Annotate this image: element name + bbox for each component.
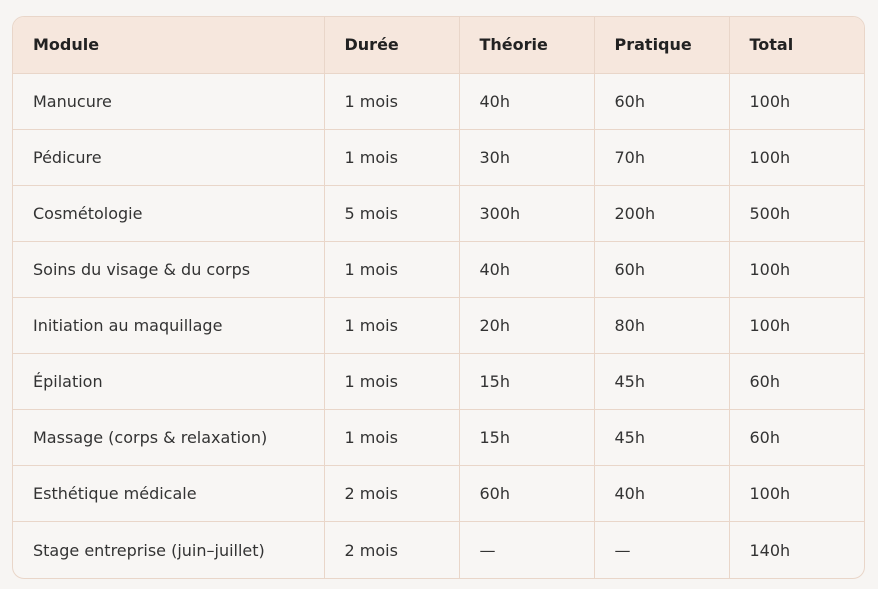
cell-duree: 1 mois: [324, 297, 459, 353]
cell-duree: 1 mois: [324, 73, 459, 129]
cell-theorie: —: [459, 522, 594, 578]
cell-total: 140h: [749, 540, 791, 560]
formation-table-container: [12, 16, 865, 579]
cell-module: Pédicure: [13, 129, 324, 185]
cell-module: Initiation au maquillage: [13, 297, 324, 353]
table-row: [13, 129, 865, 185]
table-row: [13, 466, 865, 522]
table-row: [13, 354, 865, 410]
cell-theorie: 15h: [459, 354, 594, 410]
cell-total: 500h: [729, 185, 865, 241]
table-row: [13, 185, 865, 241]
cell-total: 60h: [729, 354, 865, 410]
header-total: Total: [729, 17, 865, 73]
cell-total: 100h: [729, 466, 865, 522]
cell-theorie: 30h: [459, 129, 594, 185]
cell-module: Épilation: [13, 354, 324, 410]
header-duree: Durée: [324, 17, 459, 73]
header-pratique: Pratique: [594, 17, 729, 73]
cell-duree: 2 mois: [324, 522, 459, 578]
cell-duree: 1 mois: [324, 410, 459, 466]
cell-theorie: 40h: [459, 241, 594, 297]
table-row: [13, 73, 865, 129]
cell-pratique: 60h: [594, 241, 729, 297]
cell-theorie: 40h: [459, 73, 594, 129]
table-row: [13, 241, 865, 297]
cell-total: 100h: [729, 241, 865, 297]
cell-pratique: —: [594, 522, 729, 578]
cell-pratique: 45h: [594, 410, 729, 466]
cell-theorie: 300h: [459, 185, 594, 241]
cell-duree: 1 mois: [324, 129, 459, 185]
cell-total: 100h: [729, 297, 865, 353]
cell-theorie: 60h: [459, 466, 594, 522]
header-theorie: Théorie: [459, 17, 594, 73]
table-row: [13, 522, 865, 578]
cell-duree: 1 mois: [324, 354, 459, 410]
table-row: [13, 410, 865, 466]
cell-theorie: 20h: [459, 297, 594, 353]
cell-module: Cosmétologie: [13, 185, 324, 241]
cell-duree: 2 mois: [324, 466, 459, 522]
cell-total: 60h: [729, 410, 865, 466]
cell-module: Esthétique médicale: [13, 466, 324, 522]
cell-module: Soins du visage & du corps: [13, 241, 324, 297]
cell-pratique: 40h: [594, 466, 729, 522]
table-header-row: [13, 17, 865, 73]
cell-module: Manucure: [13, 73, 324, 129]
cell-total: 100h: [729, 129, 865, 185]
formation-modules-table: [13, 17, 865, 578]
cell-duree: 1 mois: [324, 241, 459, 297]
cell-module: Stage entreprise (juin–juillet): [13, 522, 324, 578]
cell-duree: 5 mois: [324, 185, 459, 241]
cell-pratique: 70h: [594, 129, 729, 185]
cell-pratique: 80h: [594, 297, 729, 353]
cell-pratique: 60h: [594, 73, 729, 129]
cell-theorie: 15h: [459, 410, 594, 466]
cell-module: Massage (corps & relaxation): [13, 410, 324, 466]
header-module: Module: [13, 17, 324, 73]
cell-total: 100h: [729, 73, 865, 129]
cell-pratique: 45h: [594, 354, 729, 410]
cell-pratique: 200h: [594, 185, 729, 241]
table-row: [13, 297, 865, 353]
